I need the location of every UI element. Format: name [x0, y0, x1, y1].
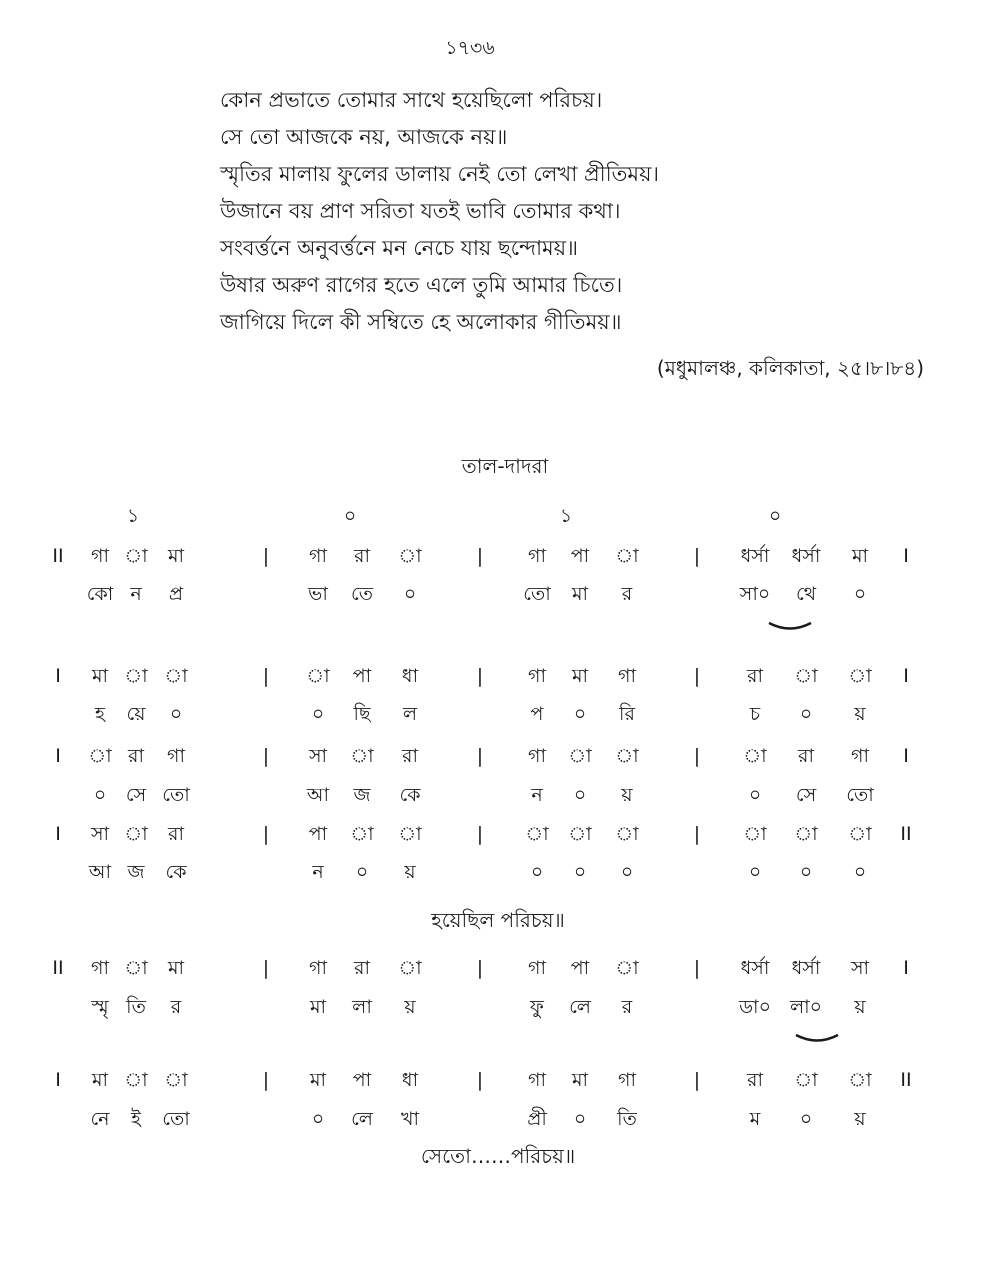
vibhag-separator: | — [476, 545, 484, 567]
end-barline: I — [903, 665, 909, 687]
swara-note: ধা — [401, 665, 419, 687]
end-barline: II — [900, 823, 912, 845]
swara-note: া — [615, 957, 639, 979]
swara-note: সা — [850, 957, 870, 979]
swara-note: রা — [128, 745, 144, 767]
vibhag-separator: | — [262, 957, 270, 979]
lyric-syllable: আ — [88, 861, 112, 883]
swara-note: া — [164, 665, 188, 687]
lyric-syllable: ০ — [799, 861, 813, 883]
lyric-syllable: ০ — [853, 861, 867, 883]
lyric-syllable: হ — [95, 703, 105, 725]
lyric-syllable: কে — [165, 861, 187, 883]
swara-note: া — [124, 957, 148, 979]
lyric-syllable: ০ — [355, 861, 369, 883]
swara-note: ধর্সা — [740, 545, 770, 567]
beat-mark: ১ — [559, 505, 573, 527]
lyric-syllable: ফু — [530, 996, 544, 1018]
lyric-syllable: ০ — [620, 861, 634, 883]
lyric-syllable: ল — [402, 703, 418, 725]
swara-note: গা — [618, 665, 636, 687]
swara-note: গা — [528, 1069, 546, 1091]
lyric-syllable: নে — [90, 1108, 110, 1130]
vibhag-separator: | — [262, 745, 270, 767]
lyric-syllable: ০ — [93, 784, 107, 806]
swara-note: া — [350, 823, 374, 845]
start-barline: I — [55, 745, 61, 767]
swara-note: রা — [747, 665, 763, 687]
swara-note: মা — [167, 545, 185, 567]
vibhag-separator: | — [693, 545, 701, 567]
swara-note: া — [124, 545, 148, 567]
swara-note: ধা — [401, 1069, 419, 1091]
lyric-syllable: কে — [399, 784, 421, 806]
lyric-syllable: ০ — [311, 703, 325, 725]
vibhag-separator: | — [476, 957, 484, 979]
lyric-syllable: প — [530, 703, 544, 725]
swara-note: মা — [571, 665, 589, 687]
lyric-syllable: স্মৃ — [91, 996, 109, 1018]
swara-note: মা — [571, 1069, 589, 1091]
swara-note: ধর্সা — [740, 957, 770, 979]
vibhag-separator: | — [476, 745, 484, 767]
lyric-syllable: ন — [531, 784, 543, 806]
swara-note: গা — [309, 957, 327, 979]
lyric-line: কোন প্রভাতে তোমার সাথে হয়েছিলো পরিচয়। — [220, 88, 603, 112]
swara-note: গা — [528, 745, 546, 767]
swara-note: া — [568, 745, 592, 767]
lyric-line: উষার অরুণ রাগের হতে এলে তুমি আমার চিতে। — [220, 273, 623, 297]
swara-note: া — [88, 745, 112, 767]
lyric-syllable: কো — [86, 583, 114, 605]
swara-note: মা — [91, 665, 109, 687]
lyric-syllable: জ — [127, 861, 145, 883]
swara-note: রা — [402, 745, 418, 767]
swara-note: গা — [91, 545, 109, 567]
swara-note: া — [848, 1069, 872, 1091]
swara-note: গা — [91, 957, 109, 979]
lyric-line: স্মৃতির মালায় ফুলের ডালায় নেই তো লেখা প্রীতিময়। — [220, 162, 659, 186]
swara-note: গা — [528, 957, 546, 979]
lyric-syllable: ০ — [573, 784, 587, 806]
swara-note: া — [615, 745, 639, 767]
lyric-syllable: সা০ — [739, 583, 771, 605]
lyric-syllable: ন — [312, 861, 324, 883]
lyric-syllable: য় — [404, 861, 416, 883]
lyric-syllable: ০ — [311, 1108, 325, 1130]
vibhag-separator: | — [476, 665, 484, 687]
swara-note: ধর্সা — [791, 957, 821, 979]
end-barline: I — [903, 957, 909, 979]
swara-note: া — [568, 823, 592, 845]
lyric-syllable: ০ — [799, 703, 813, 725]
lyric-line: উজানে বয় প্রাণ সরিতা যতই ভাবি তোমার কথা। — [220, 199, 621, 223]
lyric-syllable: ০ — [799, 1108, 813, 1130]
vibhag-separator: | — [476, 823, 484, 845]
lyric-syllable: লে — [569, 996, 591, 1018]
swara-note: সা — [90, 823, 110, 845]
page-number: ১৭৩৬ — [445, 37, 495, 59]
vibhag-separator: | — [693, 957, 701, 979]
vibhag-separator: | — [262, 665, 270, 687]
vibhag-separator: | — [476, 1069, 484, 1091]
lyric-syllable: ই — [131, 1108, 141, 1130]
lyric-syllable: ০ — [573, 703, 587, 725]
lyric-syllable: ০ — [853, 583, 867, 605]
lyric-syllable: র — [621, 996, 633, 1018]
refrain-line: সেতো……পরিচয়॥ — [420, 1144, 576, 1168]
lyric-syllable: রি — [619, 703, 635, 725]
end-barline: I — [903, 745, 909, 767]
swara-note: া — [398, 823, 422, 845]
swara-note: া — [794, 665, 818, 687]
beat-mark: ১ — [126, 505, 140, 527]
lyric-syllable: তো — [162, 784, 190, 806]
swara-note: পা — [570, 545, 590, 567]
lyric-line: জাগিয়ে দিলে কী সম্বিতে হে অলোকার গীতিময়॥ — [220, 310, 622, 334]
vibhag-separator: | — [262, 545, 270, 567]
start-barline: I — [55, 1069, 61, 1091]
lyric-syllable: মা — [309, 996, 327, 1018]
source-citation: (মধুমালঞ্চ, কলিকাতা, ২৫।৮।৮৪) — [656, 356, 924, 380]
lyric-syllable: ০ — [748, 784, 762, 806]
slur-mark — [793, 1032, 841, 1046]
lyric-syllable: ০ — [169, 703, 183, 725]
swara-note: া — [794, 1069, 818, 1091]
lyric-syllable: তে — [351, 583, 373, 605]
swara-note: মা — [167, 957, 185, 979]
swara-note: রা — [747, 1069, 763, 1091]
lyric-syllable: ভা — [308, 583, 328, 605]
swara-note: গা — [618, 1069, 636, 1091]
swara-note: রা — [354, 545, 370, 567]
swara-note: া — [615, 545, 639, 567]
lyric-syllable: ০ — [748, 861, 762, 883]
lyric-syllable: লা০ — [789, 996, 823, 1018]
lyric-syllable: সে — [125, 784, 147, 806]
swara-note: গা — [851, 745, 869, 767]
end-barline: I — [903, 545, 909, 567]
lyric-syllable: ০ — [530, 861, 544, 883]
lyric-syllable: আ — [306, 784, 330, 806]
lyric-syllable: তি — [617, 1108, 637, 1130]
vibhag-separator: | — [693, 823, 701, 845]
beat-mark: ০ — [343, 505, 357, 527]
lyric-syllable: জ — [353, 784, 371, 806]
lyric-syllable: ০ — [403, 583, 417, 605]
lyric-syllable: ০ — [573, 861, 587, 883]
start-barline: II — [52, 957, 64, 979]
lyric-syllable: তো — [523, 583, 551, 605]
beat-mark: ০ — [768, 505, 782, 527]
swara-note: ধর্সা — [791, 545, 821, 567]
lyric-syllable: তো — [162, 1108, 190, 1130]
lyric-syllable: ন — [130, 583, 142, 605]
swara-note: া — [794, 823, 818, 845]
slur-mark — [766, 620, 814, 634]
swara-note: গা — [167, 745, 185, 767]
tala-title: তাল-দাদরা — [461, 454, 549, 478]
lyric-syllable: চ — [749, 703, 761, 725]
swara-note: রা — [168, 823, 184, 845]
swara-note: া — [743, 823, 767, 845]
swara-note: া — [124, 823, 148, 845]
start-barline: I — [55, 823, 61, 845]
swara-note: া — [164, 1069, 188, 1091]
lyric-syllable: য় — [854, 996, 866, 1018]
swara-note: গা — [528, 665, 546, 687]
refrain-line: হয়েছিল পরিচয়॥ — [431, 908, 565, 932]
lyric-syllable: থে — [795, 583, 817, 605]
lyric-syllable: সে — [795, 784, 817, 806]
swara-note: রা — [798, 745, 814, 767]
lyric-line: সে তো আজকে নয়, আজকে নয়॥ — [220, 125, 508, 149]
swara-note: া — [615, 823, 639, 845]
lyric-syllable: য় — [854, 1108, 866, 1130]
swara-note: া — [124, 1069, 148, 1091]
swara-note: পা — [352, 665, 372, 687]
lyric-syllable: তো — [846, 784, 874, 806]
swara-note: মা — [851, 545, 869, 567]
swara-note: রা — [354, 957, 370, 979]
swara-note: া — [398, 545, 422, 567]
vibhag-separator: | — [693, 665, 701, 687]
swara-note: া — [350, 745, 374, 767]
start-barline: II — [52, 545, 64, 567]
lyric-syllable: লে — [351, 1108, 373, 1130]
lyric-syllable: প্র — [168, 583, 184, 605]
vibhag-separator: | — [693, 745, 701, 767]
vibhag-separator: | — [262, 1069, 270, 1091]
swara-note: া — [124, 665, 148, 687]
lyric-syllable: তি — [126, 996, 146, 1018]
lyric-syllable: য় — [404, 996, 416, 1018]
lyric-syllable: ছি — [353, 703, 371, 725]
lyric-syllable: প্রী — [527, 1108, 547, 1130]
swara-note: া — [848, 823, 872, 845]
swara-note: া — [848, 665, 872, 687]
lyric-syllable: য়ে — [126, 703, 146, 725]
lyric-syllable: য় — [854, 703, 866, 725]
swara-note: মা — [91, 1069, 109, 1091]
lyric-line: সংবর্ত্তনে অনুবর্ত্তনে মন নেচে যায় ছন্দোময়॥ — [220, 236, 578, 260]
swara-note: গা — [528, 545, 546, 567]
swara-note: পা — [352, 1069, 372, 1091]
lyric-syllable: মা — [571, 583, 589, 605]
swara-note: া — [306, 665, 330, 687]
swara-note: পা — [308, 823, 328, 845]
swara-note: া — [743, 745, 767, 767]
swara-note: সা — [308, 745, 328, 767]
swara-note: া — [398, 957, 422, 979]
vibhag-separator: | — [693, 1069, 701, 1091]
lyric-syllable: য় — [621, 784, 633, 806]
lyric-syllable: র — [621, 583, 633, 605]
swara-note: া — [525, 823, 549, 845]
swara-note: পা — [570, 957, 590, 979]
lyric-syllable: খা — [401, 1108, 419, 1130]
lyric-syllable: ডা০ — [739, 996, 771, 1018]
lyric-syllable: লা — [352, 996, 372, 1018]
vibhag-separator: | — [262, 823, 270, 845]
start-barline: I — [55, 665, 61, 687]
lyric-syllable: ০ — [573, 1108, 587, 1130]
swara-note: গা — [309, 545, 327, 567]
end-barline: II — [900, 1069, 912, 1091]
lyric-syllable: ম — [749, 1108, 761, 1130]
lyric-syllable: র — [170, 996, 182, 1018]
swara-note: মা — [309, 1069, 327, 1091]
